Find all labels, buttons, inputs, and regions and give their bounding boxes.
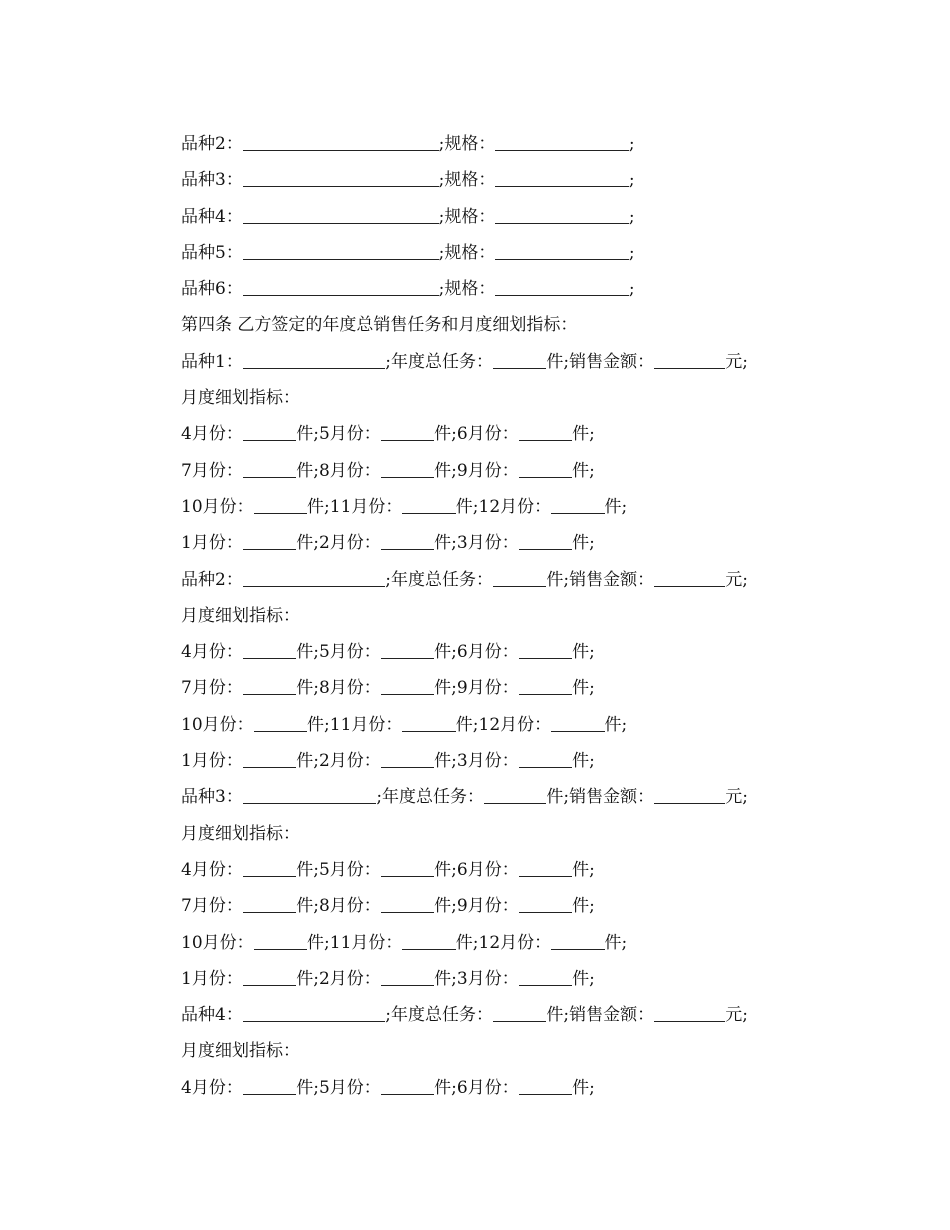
line-text: 件;5月份： — [296, 424, 381, 445]
fill-in-blank[interactable] — [254, 709, 307, 732]
line-text: 件; — [572, 968, 595, 989]
line-text: 品种3： — [181, 787, 243, 808]
fill-in-blank[interactable] — [495, 273, 629, 296]
fill-in-blank[interactable] — [381, 963, 434, 986]
fill-in-blank[interactable] — [519, 890, 572, 913]
line-text: 件;5月份： — [296, 642, 381, 663]
fill-in-blank[interactable] — [495, 237, 629, 260]
line-text: 品种2： — [181, 134, 243, 154]
fill-in-blank[interactable] — [243, 201, 439, 224]
line-text: 件;6月份： — [434, 859, 519, 880]
line-text: 件;9月份： — [434, 460, 519, 481]
line-text: 元; — [725, 351, 748, 372]
line-text: 件;5月份： — [296, 859, 381, 880]
text-line — [181, 525, 821, 561]
fill-in-blank[interactable] — [519, 527, 572, 550]
fill-in-blank[interactable] — [381, 745, 434, 768]
fill-in-blank[interactable] — [519, 418, 572, 441]
fill-in-blank[interactable] — [243, 237, 439, 260]
fill-in-blank[interactable] — [381, 418, 434, 441]
line-text: 件; — [604, 714, 628, 735]
line-text: ;规格： — [438, 134, 496, 154]
line-text: 件; — [604, 932, 628, 953]
fill-in-blank[interactable] — [493, 564, 546, 587]
line-text: 4月份： — [181, 859, 243, 880]
line-text: 件;12月份： — [455, 714, 552, 735]
line-text: 件;2月份： — [296, 751, 381, 772]
line-text: 元; — [725, 1005, 748, 1026]
text-line — [181, 888, 821, 924]
text-line — [181, 380, 821, 416]
line-text: 件;9月份： — [434, 678, 519, 699]
line-text: 品种1： — [181, 351, 243, 372]
text-line — [181, 162, 821, 198]
fill-in-blank[interactable] — [381, 854, 434, 877]
line-text: 1月份： — [181, 533, 243, 554]
line-text: 品种2： — [181, 569, 243, 590]
line-text: 月度细划指标： — [181, 1041, 300, 1062]
fill-in-blank[interactable] — [243, 672, 296, 695]
fill-in-blank[interactable] — [495, 201, 629, 224]
line-text: 件;8月份： — [296, 460, 381, 481]
text-line — [181, 489, 821, 525]
line-text: ;年度总任务： — [385, 351, 493, 372]
line-text: ;规格： — [438, 206, 496, 227]
fill-in-blank[interactable] — [381, 890, 434, 913]
line-text: ;规格： — [438, 242, 496, 263]
fill-in-blank[interactable] — [243, 999, 385, 1022]
fill-in-blank[interactable] — [519, 745, 572, 768]
line-text: 件;8月份： — [296, 678, 381, 699]
line-text: 件; — [572, 896, 595, 917]
line-text: 月度细划指标： — [181, 823, 300, 844]
text-line — [181, 997, 821, 1033]
fill-in-blank[interactable] — [654, 564, 725, 587]
fill-in-blank[interactable] — [243, 418, 296, 441]
line-text: 10月份： — [181, 496, 254, 517]
line-text: 件; — [572, 424, 595, 445]
line-text: ; — [628, 279, 635, 300]
line-text: 1月份： — [181, 968, 243, 989]
fill-in-blank[interactable] — [519, 1072, 572, 1095]
fill-in-blank[interactable] — [495, 164, 629, 187]
line-text: ;规格： — [438, 279, 496, 300]
fill-in-blank[interactable] — [243, 164, 439, 187]
line-text: ;年度总任务： — [385, 569, 493, 590]
line-text: 件;6月份： — [434, 424, 519, 445]
fill-in-blank[interactable] — [551, 491, 604, 514]
fill-in-blank[interactable] — [243, 564, 385, 587]
fill-in-blank[interactable] — [654, 346, 725, 369]
text-line — [181, 235, 821, 271]
fill-in-blank[interactable] — [243, 527, 296, 550]
text-line — [181, 816, 821, 852]
text-line — [181, 707, 821, 743]
fill-in-blank[interactable] — [243, 636, 296, 659]
line-text: 件; — [572, 533, 595, 554]
line-text: ;年度总任务： — [376, 787, 485, 808]
line-text: 件;6月份： — [434, 1077, 519, 1098]
fill-in-blank[interactable] — [243, 745, 296, 768]
fill-in-blank[interactable] — [654, 781, 725, 804]
fill-in-blank[interactable] — [243, 273, 439, 296]
line-text: ; — [628, 134, 635, 154]
fill-in-blank[interactable] — [381, 1072, 434, 1095]
fill-in-blank[interactable] — [243, 128, 439, 151]
text-line — [181, 925, 821, 961]
fill-in-blank[interactable] — [519, 672, 572, 695]
fill-in-blank[interactable] — [551, 927, 604, 950]
line-text: 件;3月份： — [434, 533, 519, 554]
line-text: 10月份： — [181, 714, 254, 735]
document-body — [181, 126, 821, 1106]
line-text: ;规格： — [438, 170, 496, 191]
text-line — [181, 416, 821, 452]
text-line — [181, 344, 821, 380]
fill-in-blank[interactable] — [381, 455, 434, 478]
fill-in-blank[interactable] — [654, 999, 725, 1022]
line-text: 月度细划指标： — [181, 605, 300, 626]
line-text: ;年度总任务： — [385, 1005, 493, 1026]
line-text: 件;销售金额： — [546, 1005, 655, 1026]
fill-in-blank[interactable] — [519, 854, 572, 877]
line-text: 7月份： — [181, 678, 243, 699]
line-text: ; — [628, 206, 635, 227]
line-text: 件;销售金额： — [546, 351, 655, 372]
line-text: 件;11月份： — [307, 496, 403, 517]
text-line — [181, 961, 821, 997]
line-text: 1月份： — [181, 751, 243, 772]
text-line — [181, 1070, 821, 1106]
line-text: 品种5： — [181, 242, 243, 263]
line-text: 件;9月份： — [434, 896, 519, 917]
fill-in-blank[interactable] — [551, 709, 604, 732]
line-text: 件;销售金额： — [546, 787, 655, 808]
fill-in-blank[interactable] — [402, 927, 455, 950]
fill-in-blank[interactable] — [243, 455, 296, 478]
fill-in-blank[interactable] — [243, 854, 296, 877]
fill-in-blank[interactable] — [484, 781, 546, 804]
line-text: 4月份： — [181, 424, 243, 445]
text-line — [181, 562, 821, 598]
line-text: 件; — [572, 678, 595, 699]
fill-in-blank[interactable] — [402, 491, 455, 514]
line-text: 件;12月份： — [455, 496, 552, 517]
line-text: 件; — [572, 642, 595, 663]
fill-in-blank[interactable] — [254, 491, 307, 514]
text-line — [181, 126, 821, 162]
fill-in-blank[interactable] — [381, 527, 434, 550]
line-text: 件;3月份： — [434, 968, 519, 989]
line-text: 元; — [725, 787, 749, 808]
line-text: ; — [628, 170, 635, 191]
line-text: 件;12月份： — [455, 932, 552, 953]
fill-in-blank[interactable] — [243, 1072, 296, 1095]
fill-in-blank[interactable] — [519, 636, 572, 659]
text-line — [181, 670, 821, 706]
line-text: 件;8月份： — [296, 896, 381, 917]
line-text: 件;5月份： — [296, 1077, 381, 1098]
text-line — [181, 598, 821, 634]
line-text: 件; — [572, 751, 595, 772]
line-text: 件;2月份： — [296, 533, 381, 554]
text-line — [181, 453, 821, 489]
fill-in-blank[interactable] — [519, 963, 572, 986]
text-line — [181, 634, 821, 670]
text-line — [181, 743, 821, 779]
line-text: 件;2月份： — [296, 968, 381, 989]
line-text: 件; — [604, 496, 628, 517]
line-text: 7月份： — [181, 460, 243, 481]
line-text: 品种4： — [181, 1005, 243, 1026]
line-text: 4月份： — [181, 1077, 243, 1098]
fill-in-blank[interactable] — [254, 927, 307, 950]
fill-in-blank[interactable] — [381, 636, 434, 659]
text-line — [181, 271, 821, 307]
line-text: 件;11月份： — [307, 932, 403, 953]
text-line — [181, 1033, 821, 1069]
text-line — [181, 779, 821, 815]
line-text: 件;3月份： — [434, 751, 519, 772]
line-text: ; — [628, 242, 635, 263]
line-text: 品种6： — [181, 279, 243, 300]
fill-in-blank[interactable] — [493, 346, 546, 369]
fill-in-blank[interactable] — [495, 128, 629, 151]
line-text: 第四条 乙方签定的年度总销售任务和月度细划指标： — [181, 315, 578, 336]
line-text: 件; — [572, 1077, 595, 1098]
line-text: 10月份： — [181, 932, 254, 953]
line-text: 品种4： — [181, 206, 243, 227]
fill-in-blank[interactable] — [381, 672, 434, 695]
line-text: 7月份： — [181, 896, 243, 917]
text-line — [181, 307, 821, 343]
line-text: 件; — [572, 460, 595, 481]
text-line — [181, 852, 821, 888]
fill-in-blank[interactable] — [243, 781, 377, 804]
fill-in-blank[interactable] — [243, 890, 296, 913]
fill-in-blank[interactable] — [402, 709, 455, 732]
line-text: 品种3： — [181, 170, 243, 191]
line-text: 件;销售金额： — [546, 569, 655, 590]
line-text: 件;6月份： — [434, 642, 519, 663]
fill-in-blank[interactable] — [493, 999, 546, 1022]
line-text: 元; — [725, 569, 748, 590]
line-text: 月度细划指标： — [181, 388, 300, 409]
fill-in-blank[interactable] — [519, 455, 572, 478]
fill-in-blank[interactable] — [243, 963, 296, 986]
line-text: 件;11月份： — [307, 714, 403, 735]
line-text: 4月份： — [181, 642, 243, 663]
text-line — [181, 199, 821, 235]
line-text: 件; — [572, 859, 595, 880]
fill-in-blank[interactable] — [243, 346, 385, 369]
